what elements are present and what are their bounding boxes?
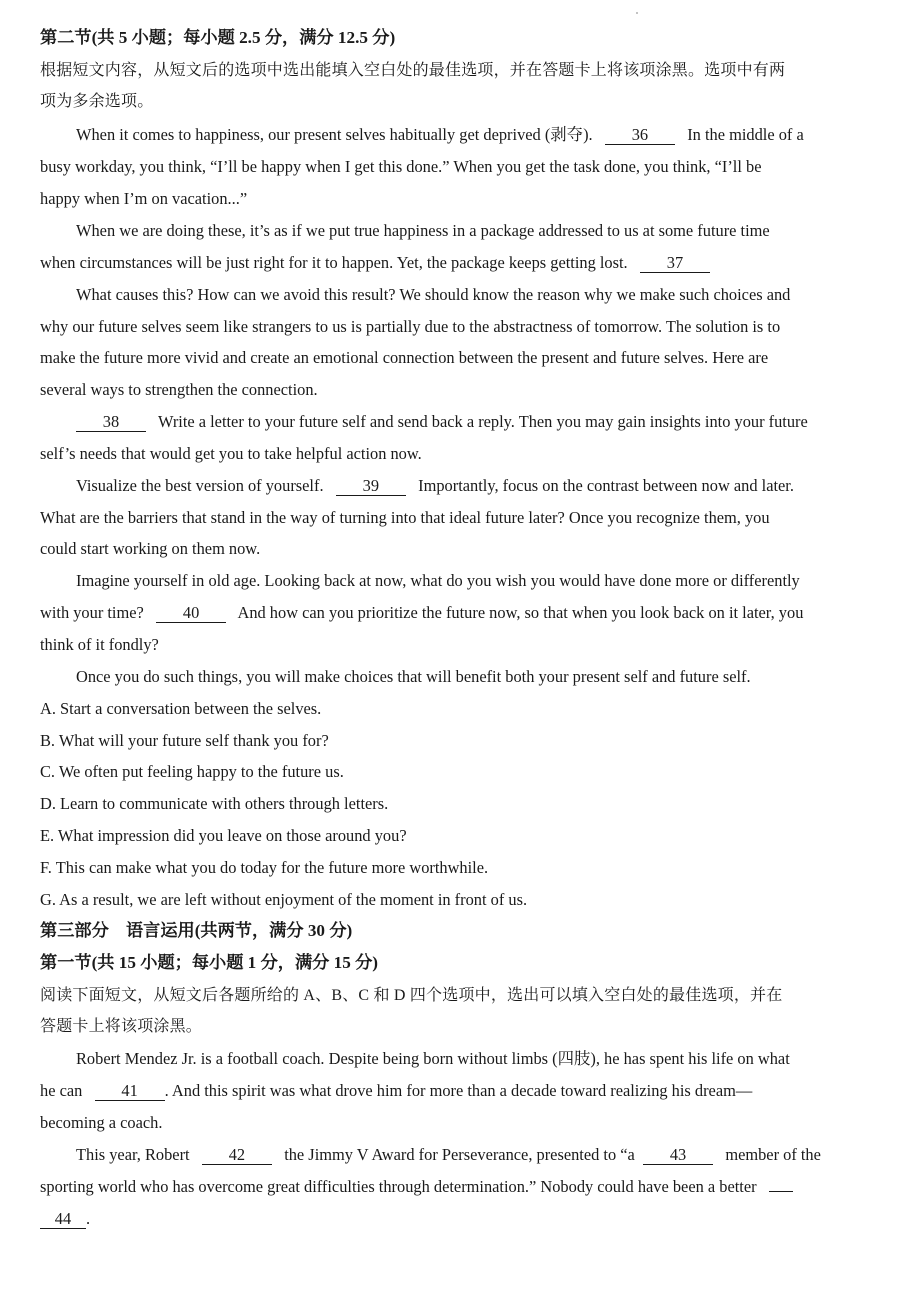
passage-line (40, 1176, 793, 1198)
passage-line: When we are doing these, it’s as if we put true happiness in a package addressed to us at some future time (76, 221, 770, 240)
passage-line (76, 475, 794, 497)
option-f: F. This can make what you do today for the future more worthwhile. (40, 858, 489, 877)
instruction-line: 答题卡上将该项涂黑。 (40, 1018, 203, 1035)
section-heading: 第一节(共 15 小题；每小题 1 分，满分 15 分) (40, 953, 379, 972)
passage-line: Once you do such things, you will make choices that will benefit both your present self and future self. (76, 667, 751, 686)
passage-text: he can (40, 1081, 83, 1100)
passage-text: Importantly, focus on the contrast between now and later. (418, 476, 794, 495)
passage-text: sporting world who has overcome great difficulties through determination.” Nobody could have been a better (40, 1177, 757, 1196)
blank-37[interactable]: 37 (640, 255, 710, 273)
option-e: E. What impression did you leave on those around you? (40, 826, 407, 845)
option-c: C. We often put feeling happy to the future us. (40, 762, 344, 781)
passage-line: why our future selves seem like strangers to us is partially due to the abstractness of tomorrow. The solution is to (40, 317, 781, 336)
passage-line (40, 1208, 90, 1230)
passage-text: When it comes to happiness, our present selves habitually get deprived (剥夺). (76, 125, 593, 144)
passage-text: when circumstances will be just right for it to happen. Yet, the package keeps getting lost. (40, 253, 628, 272)
blank-36[interactable]: 36 (605, 127, 675, 145)
passage-line (76, 124, 804, 146)
passage-text: with your time? (40, 603, 144, 622)
passage-line: make the future more vivid and create an emotional connection between the present and future selves. Here are (40, 348, 769, 367)
passage-text: . And this spirit was what drove him for more than a decade toward realizing his dream— (164, 1081, 753, 1100)
passage-line: What causes this? How can we avoid this result? We should know the reason why we make such choices and (76, 285, 791, 304)
passage-line: could start working on them now. (40, 539, 261, 558)
passage-text: This year, Robert (76, 1145, 190, 1164)
option-g: G. As a result, we are left without enjoyment of the moment in front of us. (40, 890, 528, 909)
passage-text: Write a letter to your future self and send back a reply. Then you may gain insights into your future (158, 412, 808, 431)
instruction-line: 根据短文内容，从短文后的选项中选出能填入空白处的最佳选项，并在答题卡上将该项涂黑。选项中有两 (40, 62, 786, 79)
passage-line: several ways to strengthen the connection. (40, 380, 318, 399)
passage-text: the Jimmy V Award for Perseverance, presented to “a (284, 1145, 635, 1164)
blank-42[interactable]: 42 (202, 1147, 272, 1165)
option-b: B. What will your future self thank you for? (40, 731, 329, 750)
blank-40[interactable]: 40 (156, 605, 226, 623)
passage-text: member of the (725, 1145, 821, 1164)
passage-line: Imagine yourself in old age. Looking back at now, what do you wish you would have done more or differently (76, 571, 800, 590)
passage-line: What are the barriers that stand in the way of turning into that ideal future later? Once you recognize them, you (40, 508, 770, 527)
blank-44[interactable]: 44 (40, 1211, 86, 1229)
passage-line (40, 1080, 752, 1102)
option-d: D. Learn to communicate with others through letters. (40, 794, 389, 813)
option-a: A. Start a conversation between the selves. (40, 699, 322, 718)
passage-line: happy when I’m on vacation...” (40, 189, 248, 208)
scan-speck (636, 12, 638, 14)
blank-39[interactable]: 39 (336, 478, 406, 496)
passage-line (76, 411, 808, 433)
passage-text: In the middle of a (687, 125, 804, 144)
passage-text: And how can you prioritize the future now, so that when you look back on it later, you (237, 603, 804, 622)
passage-text: . (86, 1209, 91, 1228)
passage-line (40, 602, 803, 624)
blank-43[interactable]: 43 (643, 1147, 713, 1165)
part-heading: 第三部分 语言运用(共两节，满分 30 分) (40, 921, 353, 940)
passage-line: self’s needs that would get you to take helpful action now. (40, 444, 422, 463)
passage-line (76, 1144, 821, 1166)
blank-38[interactable]: 38 (76, 414, 146, 432)
passage-line: busy workday, you think, “I’ll be happy when I get this done.” When you get the task done, you think, “I’ll be (40, 157, 762, 176)
passage-line: becoming a coach. (40, 1113, 163, 1132)
passage-text: Visualize the best version of yourself. (76, 476, 324, 495)
passage-line: Robert Mendez Jr. is a football coach. Despite being born without limbs (四肢), he has spent his life on what (76, 1049, 790, 1068)
section-heading: 第二节(共 5 小题；每小题 2.5 分，满分 12.5 分) (40, 28, 396, 47)
blank-41[interactable]: 41 (95, 1083, 165, 1101)
blank-44-start (769, 1190, 793, 1192)
passage-line: think of it fondly? (40, 635, 159, 654)
passage-line (40, 252, 710, 274)
instruction-line: 项为多余选项。 (40, 93, 154, 110)
instruction-line: 阅读下面短文，从短文后各题所给的 A、B、C 和 D 四个选项中，选出可以填入空白处的最佳选项，并在 (40, 987, 783, 1004)
